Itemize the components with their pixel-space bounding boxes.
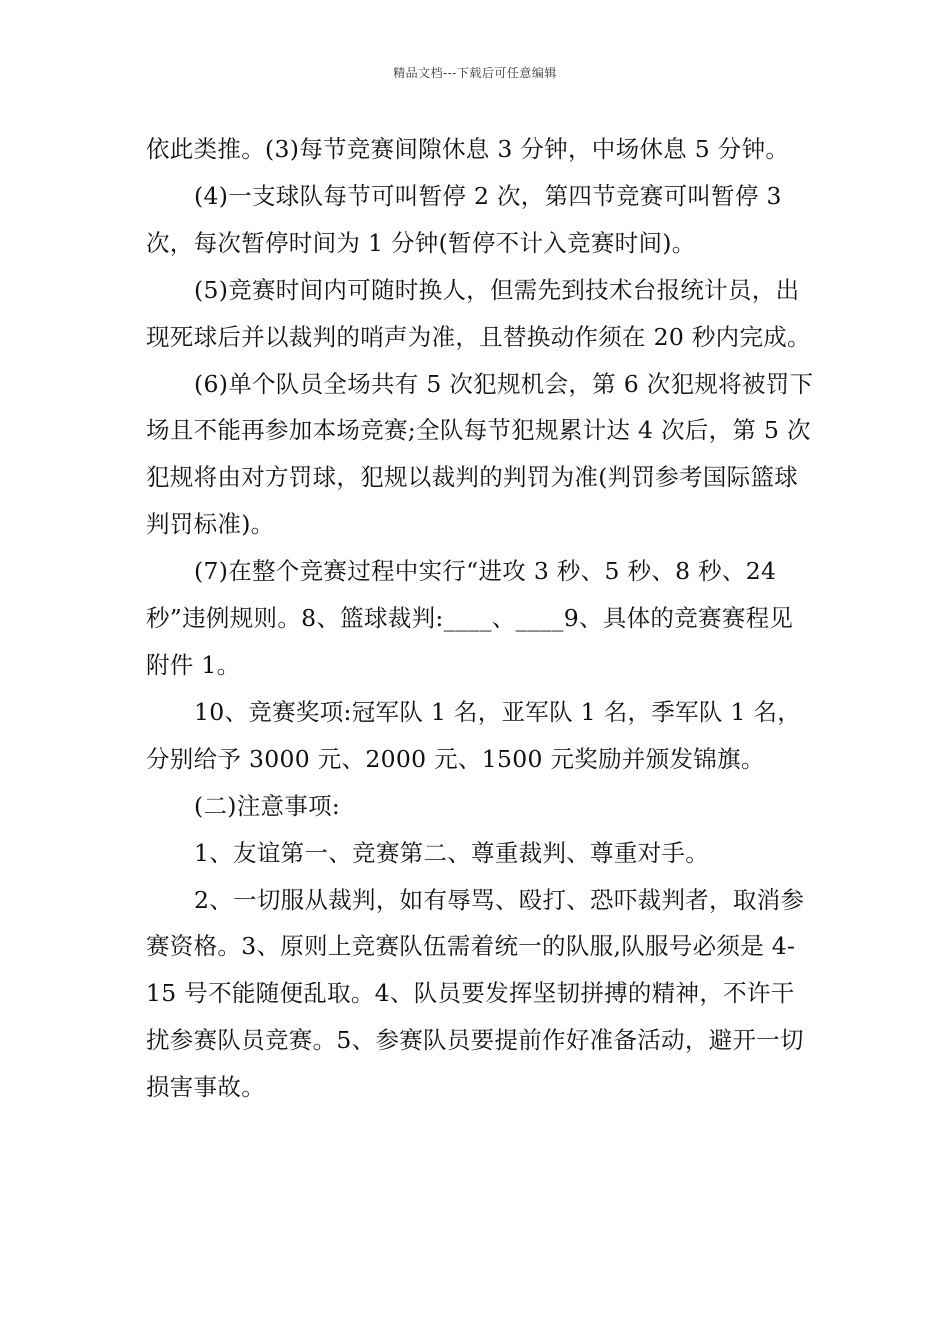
paragraph-timeouts: (4)一支球队每节可叫暂停 2 次，第四节竞赛可叫暂停 3 次，每次暂停时间为 1 分钟(暂停不计入竞赛时间)。 <box>146 181 782 257</box>
paragraph-substitutions: (5)竞赛时间内可随时换人，但需先到技术台报统计员，出现死球后并以裁判的哨声为准，且替换动作须在 20 秒内完成。 <box>146 275 811 351</box>
paragraph-awards: 10、竞赛奖项:冠军队 1 名，亚军队 1 名，季军队 1 名，分别给予 3000 元、2000 元、1500 元奖励并颁发锦旗。 <box>146 697 802 773</box>
paragraph-continuation: 依此类推。(3)每节竞赛间隙休息 3 分钟，中场休息 5 分钟。 <box>146 135 790 163</box>
paragraph-fouls: (6)单个队员全场共有 5 次犯规机会，第 6 次犯规将被罚下场且不能再参加本场竞赛;全队每节犯规累计达 4 次后，第 5 次犯规将由对方罚球，犯规以裁判的判罚为准(判罚参考国际篮球判罚标准)。 <box>146 369 814 539</box>
paragraph-violations: (7)在整个竞赛过程中实行“进攻 3 秒、5 秒、8 秒、24 秒”违例规则。8、篮球裁判:____、____9、具体的竞赛赛程见附件 1。 <box>146 557 794 679</box>
note-item-2: 2、一切服从裁判，如有辱骂、殴打、恐吓裁判者，取消参赛资格。3、原则上竞赛队伍需着统一的队服,队服号必须是 4-15 号不能随便乱取。4、队员要发挥坚韧拼搏的精神，不许干扰参赛队员竞赛。5、参赛队员要提前作好准备活动，避开一切损害事故。 <box>146 885 805 1102</box>
section-heading-notes: (二)注意事项: <box>194 791 341 820</box>
document-body <box>146 126 814 1111</box>
page-header: 精品文档---下载后可任意编辑 <box>393 66 557 80</box>
note-item-1: 1、友谊第一、竞赛第二、尊重裁判、尊重对手。 <box>194 838 710 867</box>
